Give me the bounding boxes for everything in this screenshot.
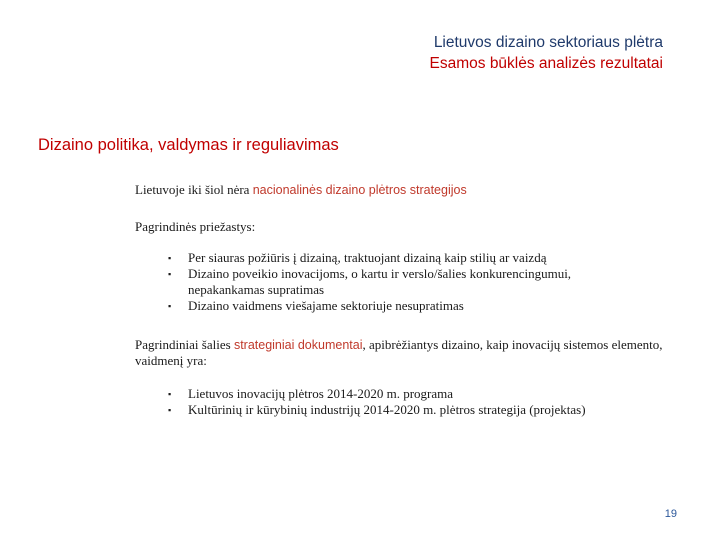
list-item-text: Dizaino vaidmens viešajame sektoriuje nesupratimas: [188, 298, 464, 313]
header-title: Lietuvos dizaino sektoriaus plėtra: [433, 34, 663, 51]
list-item: [168, 250, 648, 266]
paragraph-text: Lietuvoje iki šiol nėra: [135, 182, 253, 197]
bullet-icon: ▪: [168, 253, 172, 263]
list-item-text: Kultūrinių ir kūrybinių industrijų 2014-2020 m. plėtros strategija (projektas): [188, 402, 586, 417]
slide-header: [430, 32, 663, 74]
list-item: [168, 266, 648, 298]
paragraph-text: Pagrindiniai šalies: [135, 337, 234, 352]
header-subtitle: Esamos būklės analizės rezultatai: [429, 55, 663, 72]
list-item: [168, 298, 648, 314]
bullet-icon: ▪: [168, 301, 172, 311]
highlight-text: nacionalinės dizaino plėtros strategijos: [252, 183, 467, 197]
bullet-icon: ▪: [168, 269, 172, 279]
paragraph-text: , apibrėžiantys dizaino, kaip inovacijų sistemos elemento, vaidmenį yra:: [135, 337, 663, 368]
documents-list: [168, 386, 648, 418]
list-item: [168, 386, 648, 402]
paragraph-reasons-heading: Pagrindinės priežastys:: [135, 219, 256, 234]
section-title: Dizaino politika, valdymas ir reguliavimas: [38, 136, 339, 154]
paragraph-documents: [135, 337, 675, 369]
reasons-list: [168, 250, 648, 314]
list-item-text: Dizaino poveikio inovacijoms, o kartu ir verslo/šalies konkurencingumui, nepakankamas supratimas: [188, 266, 572, 297]
list-item-text: Lietuvos inovacijų plėtros 2014-2020 m. programa: [188, 386, 454, 401]
bullet-icon: ▪: [168, 405, 172, 415]
page-number: 19: [664, 508, 677, 520]
highlight-text: strateginiai dokumentai: [233, 338, 363, 352]
list-item-text: Per siauras požiūris į dizainą, traktuojant dizainą kaip stilių ar vaizdą: [188, 250, 547, 265]
paragraph-strategy: [135, 182, 467, 198]
bullet-icon: ▪: [168, 389, 172, 399]
list-item: [168, 402, 648, 418]
